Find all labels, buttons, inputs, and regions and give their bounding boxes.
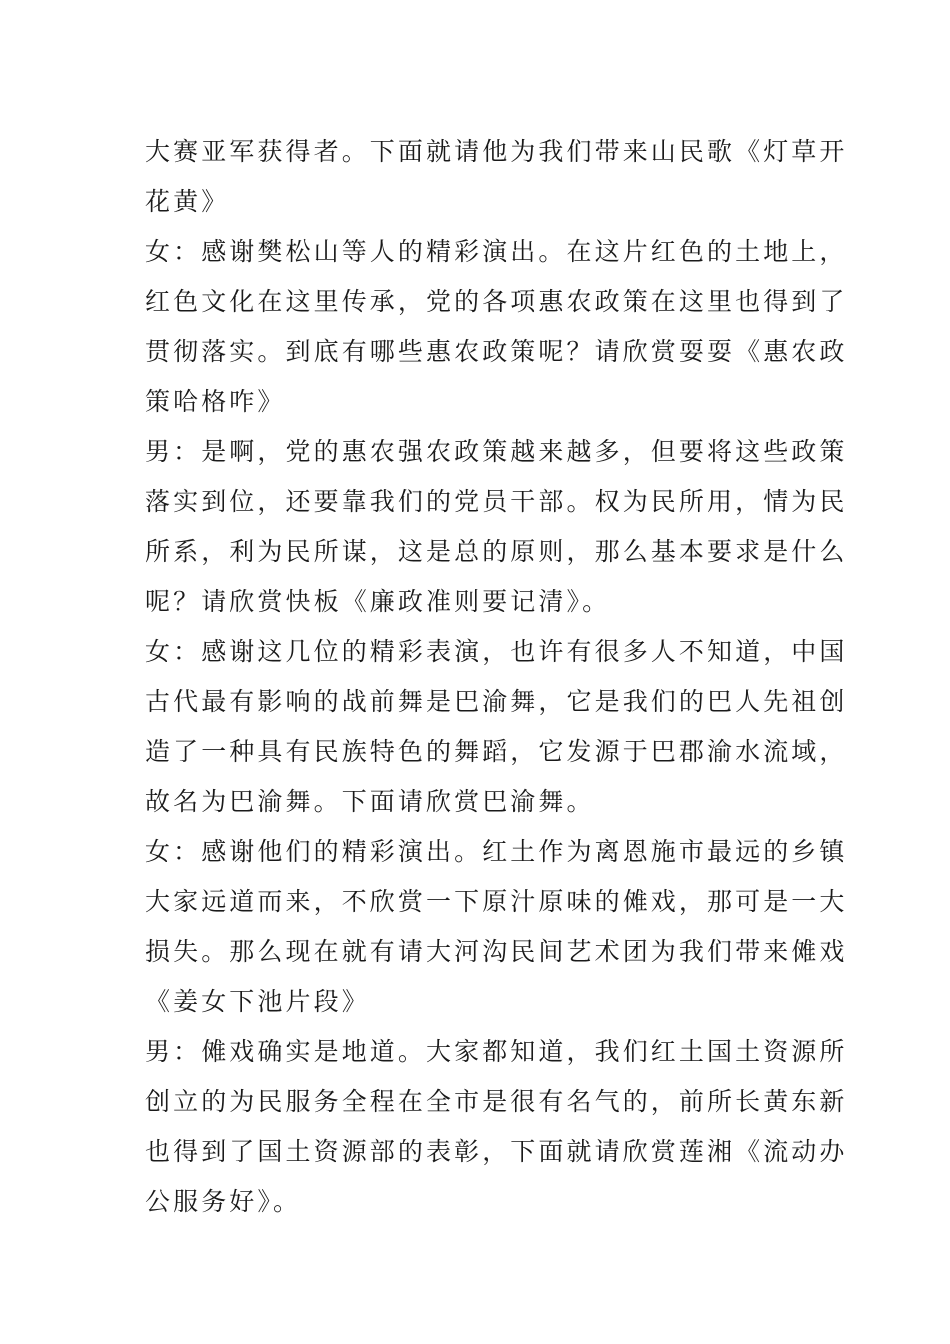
text-line: 古代最有影响的战前舞是巴渝舞，它是我们的巴人先祖创 xyxy=(145,687,848,716)
text-line: 故名为巴渝舞。下面请欣赏巴渝舞。 xyxy=(145,787,595,816)
text-line: 大家远道而来，不欣赏一下原汁原味的傩戏，那可是一大 xyxy=(145,887,848,916)
text-line: 女：感谢这几位的精彩表演，也许有很多人不知道，中国 xyxy=(145,637,848,666)
text-line: 损失。那么现在就有请大河沟民间艺术团为我们带来傩戏 xyxy=(145,937,848,966)
text-line: 创立的为民服务全程在全市是很有名气的，前所长黄东新 xyxy=(145,1087,848,1116)
text-line: 也得到了国土资源部的表彰，下面就请欣赏莲湘《流动办 xyxy=(145,1137,848,1166)
text-line: 落实到位，还要靠我们的党员干部。权为民所用，情为民 xyxy=(145,487,848,516)
text-line: 公服务好》。 xyxy=(145,1187,302,1216)
text-line: 造了一种具有民族特色的舞蹈，它发源于巴郡渝水流域， xyxy=(145,737,848,766)
document-body-text xyxy=(145,127,848,1227)
text-line: 男：傩戏确实是地道。大家都知道，我们红土国土资源所 xyxy=(145,1037,848,1066)
text-line: 贯彻落实。到底有哪些惠农政策呢？请欣赏耍耍《惠农政 xyxy=(145,337,848,366)
text-line: 所系，利为民所谋，这是总的原则，那么基本要求是什么 xyxy=(145,537,848,566)
text-line: 女：感谢他们的精彩演出。红土作为离恩施市最远的乡镇 xyxy=(145,837,848,866)
text-line: 女：感谢樊松山等人的精彩演出。在这片红色的土地上， xyxy=(145,237,848,266)
text-line: 花黄》 xyxy=(145,187,230,216)
text-line: 《姜女下池片段》 xyxy=(145,987,370,1016)
text-line: 大赛亚军获得者。下面就请他为我们带来山民歌《灯草开 xyxy=(145,137,848,166)
text-line: 红色文化在这里传承，党的各项惠农政策在这里也得到了 xyxy=(145,287,848,316)
text-line: 男：是啊，党的惠农强农政策越来越多，但要将这些政策 xyxy=(145,437,848,466)
text-line: 呢？请欣赏快板《廉政准则要记清》。 xyxy=(145,587,611,616)
text-line: 策哈格咋》 xyxy=(145,387,286,416)
